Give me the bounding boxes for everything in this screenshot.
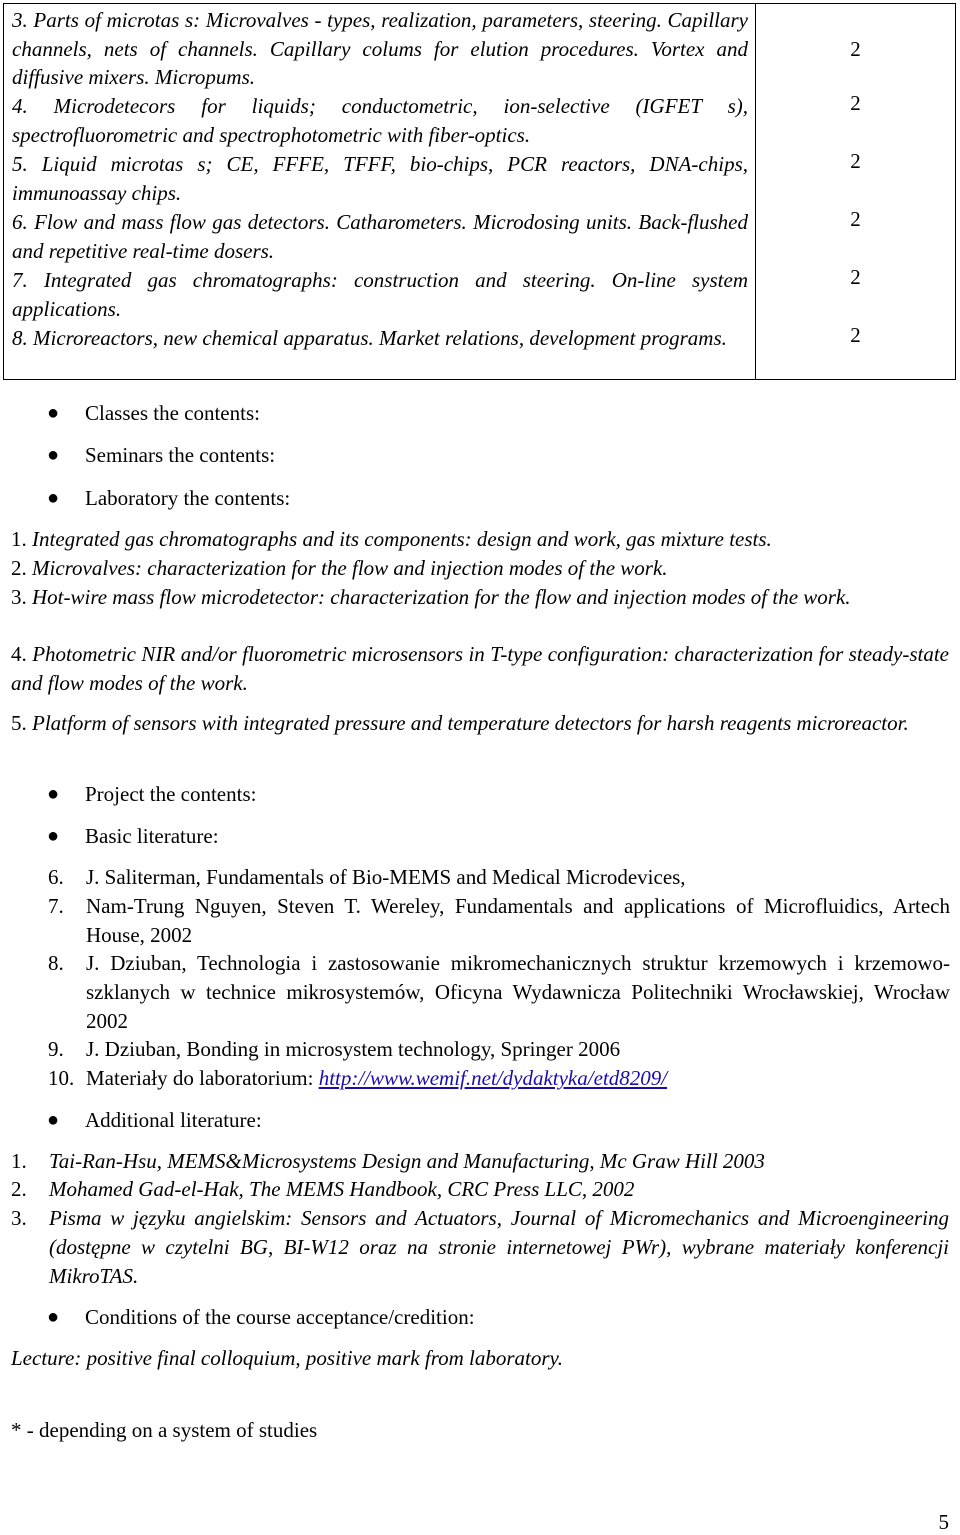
topic-item: 8. Microreactors, new chemical apparatus. Market relations, development programs. [12, 325, 727, 350]
additional-literature-heading: ● Additional literature: [47, 1108, 262, 1132]
bullet-icon: ● [47, 402, 60, 424]
laboratory-materials-link[interactable]: http://www.wemif.net/dydaktyka/etd8209/ [318, 1066, 668, 1090]
project-heading: ● Project the contents: [47, 782, 257, 806]
additional-literature-item: 3. Pisma w języku angielskim: Sensors and Actuators, Journal of Micromechanics and Microengineering (dostępne w czytelni BG, BI-W12 oraz na stronie internetowej PWr), wybrane materiały konferencji MikroTAS. [11, 1206, 949, 1288]
literature-item: 10. Materiały do laboratorium: http://www.wemif.net/dydaktyka/etd8209/ [48, 1066, 668, 1090]
bullet-icon: ● [47, 487, 60, 509]
laboratory-heading: ● Laboratory the contents: [47, 486, 291, 510]
additional-literature-item: 2. Mohamed Gad-el-Hak, The MEMS Handbook, CRC Press LLC, 2002 [11, 1177, 635, 1201]
hours-value: 2 [850, 323, 861, 347]
topic-item: 5. Liquid microtas s; CE, FFFE, TFFF, bio-chips, PCR reactors, DNA-chips, immunoassay chips. [12, 151, 748, 205]
bullet-icon: ● [47, 783, 60, 805]
lab-item: 5. Platform of sensors with integrated pressure and temperature detectors for harsh reagents microreactor. [11, 711, 909, 735]
topic-item: 3. Parts of microtas s: Microvalves - types, realization, parameters, steering. Capillary channels, nets of channels. Capillary colums for elution procedures. Vortex and diffusive mixers. Micropums. [12, 8, 748, 90]
bullet-icon: ● [47, 1306, 60, 1328]
hours-value: 2 [850, 149, 861, 173]
lecture-table [3, 3, 956, 380]
literature-item: 9. J. Dziuban, Bonding in microsystem technology, Springer 2006 [48, 1037, 621, 1061]
lab-item: 3. Hot-wire mass flow microdetector: characterization for the flow and injection modes of the work. [11, 585, 851, 609]
hours-cell [756, 4, 956, 380]
literature-item: 7. Nam-Trung Nguyen, Steven T. Wereley, Fundamentals and applications of Microfluidics, Artech House, 2002 [48, 894, 950, 947]
basic-literature-heading: ● Basic literature: [47, 824, 219, 848]
lab-item: 2. Microvalves: characterization for the flow and injection modes of the work. [11, 556, 668, 580]
footnote: * - depending on a system of studies [11, 1418, 318, 1442]
hours-value: 2 [850, 91, 861, 115]
lab-item: 1. Integrated gas chromatographs and its components: design and work, gas mixture tests. [11, 527, 772, 551]
literature-item: 8. J. Dziuban, Technologia i zastosowanie mikromechanicznych struktur krzemowych i krzemowo-szklanych w technice mikrosystemów, Oficyna Wydawnicza Politechniki Wrocławskiej, Wrocław 2002 [48, 951, 950, 1033]
topic-item: 7. Integrated gas chromatographs: construction and steering. On-line system applications. [12, 267, 748, 321]
lab-item: 4. Photometric NIR and/or fluorometric microsensors in T-type configuration: characterization for steady-state and flow modes of the work. [11, 642, 949, 695]
classes-heading: ● Classes the contents: [47, 401, 260, 425]
literature-item: 6. J. Saliterman, Fundamentals of Bio-MEMS and Medical Microdevices, [48, 865, 686, 889]
seminars-heading: ● Seminars the contents: [47, 443, 276, 467]
bullet-icon: ● [47, 1109, 60, 1131]
topics-cell [4, 4, 756, 380]
topic-item: 4. Microdetecors for liquids; conductometric, ion-selective (IGFET s), spectrofluorometric and spectrophotometric with fiber-optics. [12, 93, 748, 147]
hours-value: 2 [850, 37, 861, 61]
bullet-icon: ● [47, 825, 60, 847]
additional-literature-item: 1. Tai-Ran-Hsu, MEMS&Microsystems Design and Manufacturing, Mc Graw Hill 2003 [11, 1149, 765, 1173]
bullet-icon: ● [47, 444, 60, 466]
hours-value: 2 [850, 265, 861, 289]
page-number: 5 [938, 1510, 949, 1534]
hours-value: 2 [850, 207, 861, 231]
conditions-heading: ● Conditions of the course acceptance/credition: [47, 1305, 475, 1329]
credit-text: Lecture: positive final colloquium, positive mark from laboratory. [11, 1346, 563, 1370]
topic-item: 6. Flow and mass flow gas detectors. Catharometers. Microdosing units. Back-flushed and repetitive real-time dosers. [12, 209, 748, 263]
table-row [4, 4, 956, 380]
